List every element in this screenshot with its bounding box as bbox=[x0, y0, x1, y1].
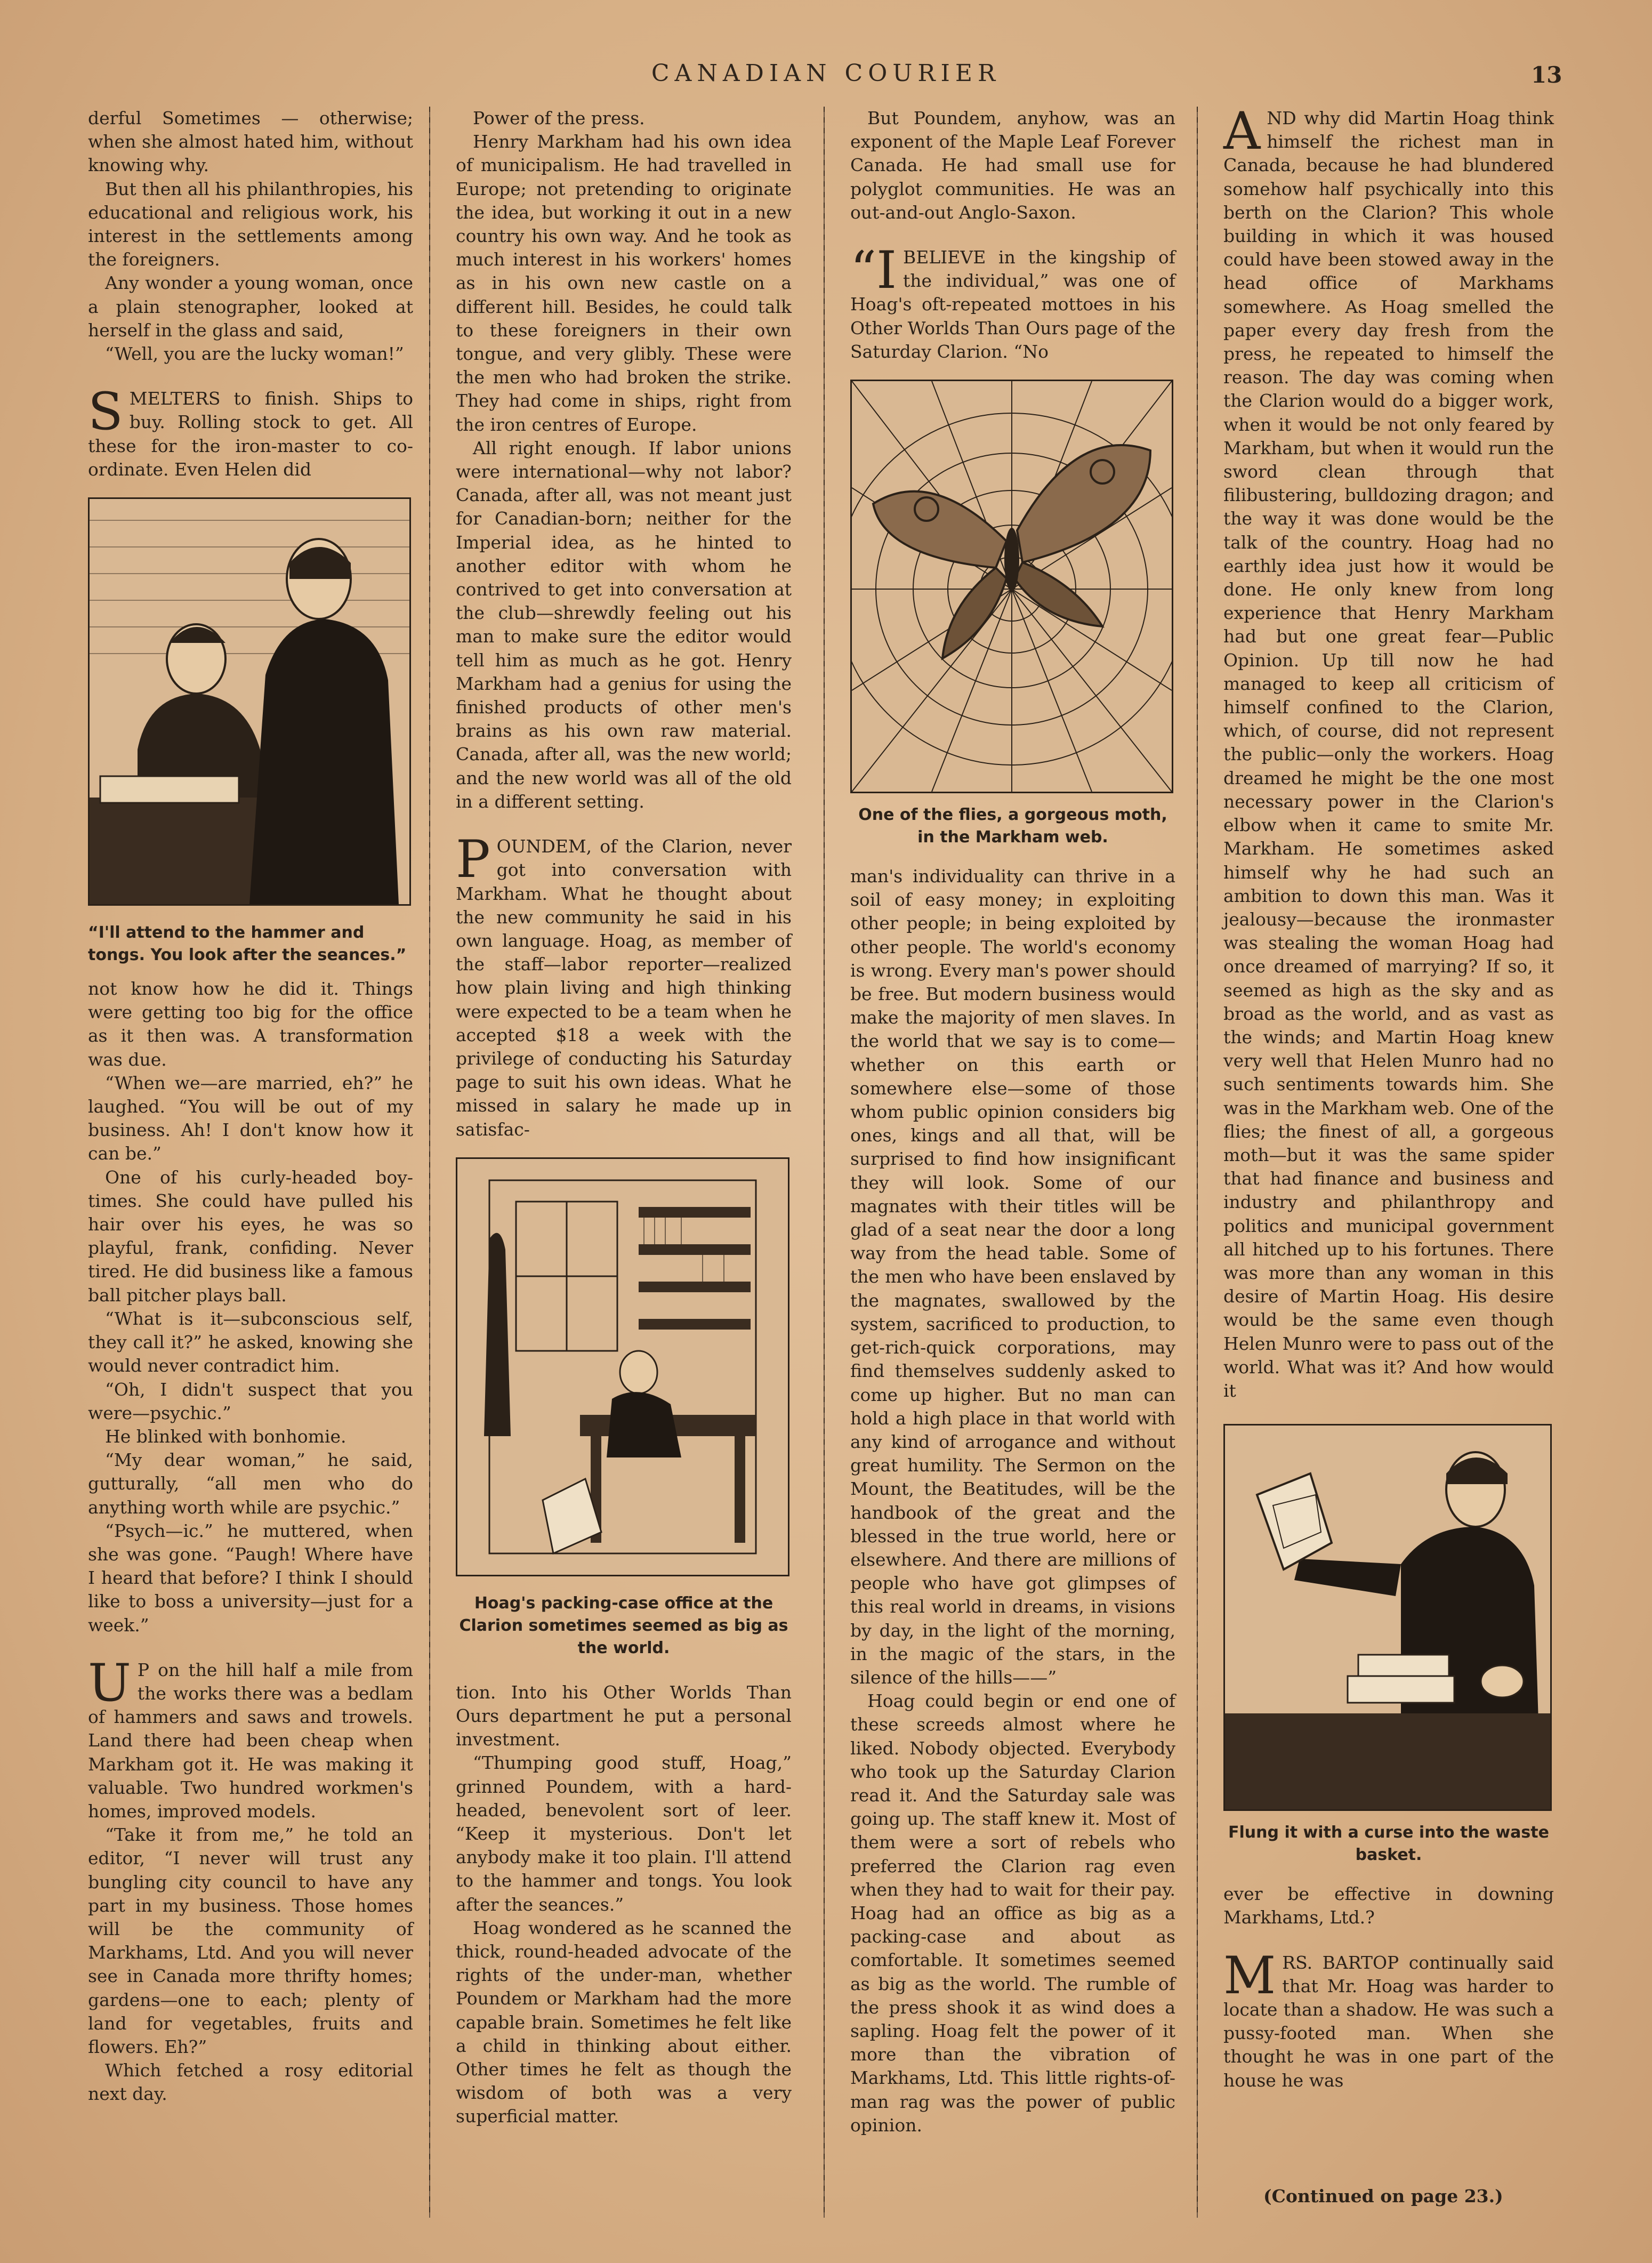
paragraph: man's individuality can thrive in a soil of easy money; in exploiting other people; in being exploited by other people. The world's economy is wrong. Every man's power should be free. But modern business would make the majority of men slaves. In the world that we say is to come—whether on this earth or somewhere else—some of those whom public opinion considers big ones, kings and all that, will be surprised to find how insignificant they will look. Some of our magnates with their titles will be glad of a seat near the door a long way from the head table. Some of the men who have been enslaved by the magnates, swallowed by the system, sacrificed to production, to get-rich-quick corporations, may find themselves suddenly asked to come up higher. But no man can hold a high place in that world with any kind of arrogance and without great humility. The Sermon on the Mount, the Beatitudes, will be the handbook of the great and the blessed in the true world, here or elsewhere. And there are millions of people who have got glimpses of this real world in dreams, in visions by day, in the light of the morning, in the magic of the stars, in the silence of the hills——” bbox=[850, 866, 1175, 1688]
continued-note: (Continued on page 23.) bbox=[1263, 2186, 1503, 2206]
office-interior-illustration bbox=[457, 1159, 788, 1575]
illustration-caption: Hoag's packing-case office at the Clarion sometimes seemed as big as the world. bbox=[459, 1593, 788, 1657]
paragraph: ever be effective in downing Markhams, Ltd.? bbox=[1223, 1883, 1554, 1928]
drop-cap: M bbox=[1223, 1945, 1276, 2006]
paragraph: Hoag wondered as he scanned the thick, round-headed advocate of the rights of the under-man, whether Poundem or Markham had the more capable brain. Sometimes he felt like a child in thinking about either. Other times he felt as though the wisdom of both was a very superficial matter. bbox=[456, 1917, 792, 2127]
paragraph: derful Sometimes — otherwise; when she almost hated him, without knowing why. bbox=[88, 108, 413, 176]
column-rule bbox=[429, 107, 430, 2218]
paragraph: He blinked with bonhomie. bbox=[105, 1426, 346, 1447]
man-throwing-papers-illustration bbox=[1225, 1426, 1550, 1809]
illustration-caption: “I'll attend to the hammer and tongs. You look after the seances.” bbox=[88, 923, 407, 965]
paragraph: U P on the hill half a mile from the works there was a bedlam of hammers and saws and trowels. Land there had been cheap when Markham got it. He was making it valuable. Two hundred workmen's homes, improved models. bbox=[88, 1653, 413, 1822]
paragraph: SMELTERS to finish. Ships to buy. Rolling stock to get. All these for the iron-master to co-ordinate. Even Helen did bbox=[88, 382, 413, 480]
drop-cap: A bbox=[1223, 101, 1261, 161]
paragraph: “Thumping good stuff, Hoag,” grinned Poundem, with a hard-headed, benevolent sort of leer. “Keep it mysterious. Don't let anybody make it too plain. I'll attend to the hammer and tongs. You look after the seances.” bbox=[456, 1752, 792, 1915]
spider-web-moth-illustration bbox=[852, 381, 1172, 792]
men-at-desk-illustration bbox=[90, 499, 409, 904]
paragraph: All right enough. If labor unions were international—why not labor? Canada, after all, was not meant just for Canadian-born; neither for the Imperial idea, as he hinted to another editor with whom he contrived to get into conversation at the club—shrewdly feeling out his man to make sure the editor would tell him as much as he got. Henry Markham had a genius for using the finished products of other men's brains as his own raw material. Canada, after all, was the new world; and the new world was all of the old in a different setting. bbox=[456, 437, 792, 812]
paragraph: “Psych—ic.” he muttered, when she was gone. “Paugh! Where have I heard that before? I think I should like to boss a university—just for a week.” bbox=[88, 1520, 413, 1636]
paragraph: Any wonder a young woman, once a plain stenographer, looked at herself in the glass and said, bbox=[88, 272, 413, 341]
paragraph: POUNDEM, of the Clarion, never got into conversation with Markham. What he thought about the new community he said in his own language. Hoag, as member of the staff—labor reporter—realized how plain living and high thinking were expected to be a team when he accepted $18 a week with the privilege of conducting his Saturday page to suit his own ideas. What he missed in salary he made up in satisfac- bbox=[456, 830, 792, 1140]
page-number: 13 bbox=[1531, 62, 1562, 88]
paragraph: Hoag could begin or end one of these screeds almost where he liked. Nobody objected. Everybody who took up the Saturday Clarion read it. And the Saturday sale was going up. The staff knew it. Most of them were a sort of rebels who preferred the Clarion rag even when they had to wait for their pay. Hoag had an office as big as a packing-case and about as comfortable. It sometimes seemed as big as the world. The rumble of the press shook it as wind does a sapling. Hoag felt the power of it more than the vibration of Markhams, Ltd. This little rights-of-man rag was the power of public opinion. bbox=[850, 1690, 1175, 2136]
paragraph: “When we—are married, eh?” he laughed. “You will be out of my business. Ah! I don't know how it can be.” bbox=[88, 1072, 413, 1164]
paragraph: “Take it from me,” he told an editor, “I never will trust any bungling city council to have any part in my business. Those homes will be the community of Markhams, Ltd. And you will never see in Canada more thrifty homes; gardens—one to each; plenty of land for vegetables, fruits and flowers. Eh?” bbox=[88, 1824, 413, 2057]
column-4 bbox=[1223, 101, 1554, 2092]
paragraph: tion. Into his Other Worlds Than Ours department he put a personal investment. bbox=[456, 1681, 792, 1750]
paragraph: MRS. BARTOP continually said that Mr. Hoag was harder to locate than a shadow. He was such a pussy-footed man. When she thought he was in one part of the house he was bbox=[1223, 1945, 1554, 2091]
drop-cap: “I bbox=[850, 240, 897, 301]
masthead: CANADIAN COURIER bbox=[651, 60, 1001, 87]
paragraph: But Poundem, anyhow, was an exponent of the Maple Leaf Forever Canada. He had small use for polyglot communities. He was an out-and-out Anglo-Saxon. bbox=[850, 108, 1175, 223]
paragraph: Power of the press. bbox=[473, 108, 645, 128]
paragraph: “Well, you are the lucky woman!” bbox=[105, 343, 404, 365]
paragraph: “What is it—subconscious self, they call it?” he asked, knowing she would never contradict him. bbox=[88, 1308, 413, 1376]
column-1 bbox=[88, 107, 413, 2106]
column-rule bbox=[824, 107, 825, 2218]
paragraph: Which fetched a rosy editorial next day. bbox=[88, 2060, 413, 2105]
illustration-packing-case-office bbox=[456, 1157, 789, 1576]
column-2 bbox=[456, 107, 792, 2129]
paragraph: not know how he did it. Things were getting too big for the office as it then was. A transformation was due. bbox=[88, 978, 413, 1070]
paragraph: Henry Markham had his own idea of municipalism. He had travelled in Europe; not pretending to originate the idea, but working it out in a new country his own way. And he took as much interest in his workers' homes as in his own new castle on a different hill. Besides, he could talk to these foreigners in their own tongue, and very glibly. These were the men who had broken the strike. They had come in ships, right from the iron centres of Europe. bbox=[456, 131, 792, 435]
illustration-moth-in-web bbox=[850, 380, 1173, 793]
paragraph: But then all his philanthropies, his educational and religious work, his interest in the settlements among the foreigners. bbox=[88, 178, 413, 270]
column-3 bbox=[850, 107, 1175, 2137]
paragraph: “Oh, I didn't suspect that you were—psychic.” bbox=[88, 1379, 413, 1423]
paragraph: “IBELIEVE in the kingship of the individual,” was one of Hoag's oft-repeated mottoes in his Other Worlds Than Ours page of the Saturday Clarion. “No bbox=[850, 240, 1175, 362]
illustration-caption: Flung it with a curse into the waste basket. bbox=[1228, 1823, 1549, 1865]
drop-cap: S bbox=[88, 382, 123, 442]
column-rule bbox=[1197, 107, 1198, 2218]
illustration-waste-basket bbox=[1223, 1424, 1552, 1811]
drop-cap: U bbox=[88, 1653, 131, 1713]
illustration-markham-desk bbox=[88, 497, 411, 906]
illustration-caption: One of the flies, a gorgeous moth, in the Markham web. bbox=[858, 806, 1167, 847]
drop-cap: P bbox=[456, 830, 490, 890]
paragraph: One of his curly-headed boy-times. She could have pulled his hair over his eyes, he was so playful, frank, confiding. Never tired. He did business like a famous ball pitcher plays ball. bbox=[88, 1166, 413, 1306]
paragraph: AND why did Martin Hoag think himself the richest man in Canada, because he had blundered somehow half psychically into this berth on the Clarion? This whole building in which it was housed could have been stowed away in the head office of Markhams somewhere. As Hoag smelled the paper every day fresh from the press, he repeated to himself the reason. The day was coming when the Clarion would do a bigger work, when it would be not only feared by Markham, but when it would run the sword clean through that filibustering, bulldozing dragon; and the way it was done would be the talk of the country. Hoag had no earthly idea just how it would be done. He only knew from long experience that Henry Markham had but one great fear—Public Opinion. Up till now he had managed to keep all criticism of himself confined to the Clarion, which, of course, did not represent the public—only the workers. Hoag dreamed he might be the one most necessary power in the Clarion's elbow when it came to smite Mr. Markham. He sometimes asked himself why he had such an ambition to down this man. Was it jealousy—because the ironmaster was stealing the woman Hoag had once dreamed of marrying? If so, it seemed as high as the sky and as broad as the world, and as vast as the winds; and Martin Hoag knew very well that Helen Munro had no such sentiments towards him. She was in the Markham web. One of the flies; the finest of all, a gorgeous moth—but it was the same spider that had finance and business and industry and philanthropy and politics and municipal government all hitched up to his fortunes. There was more than any woman in this desire of Martin Hoag. His desire would be the same even though Helen Munro were to pass out of the world. What was it? And how would it bbox=[1223, 101, 1554, 1401]
paragraph: “My dear woman,” he said, gutturally, “all men who do anything worth while are psychic.” bbox=[88, 1449, 413, 1518]
